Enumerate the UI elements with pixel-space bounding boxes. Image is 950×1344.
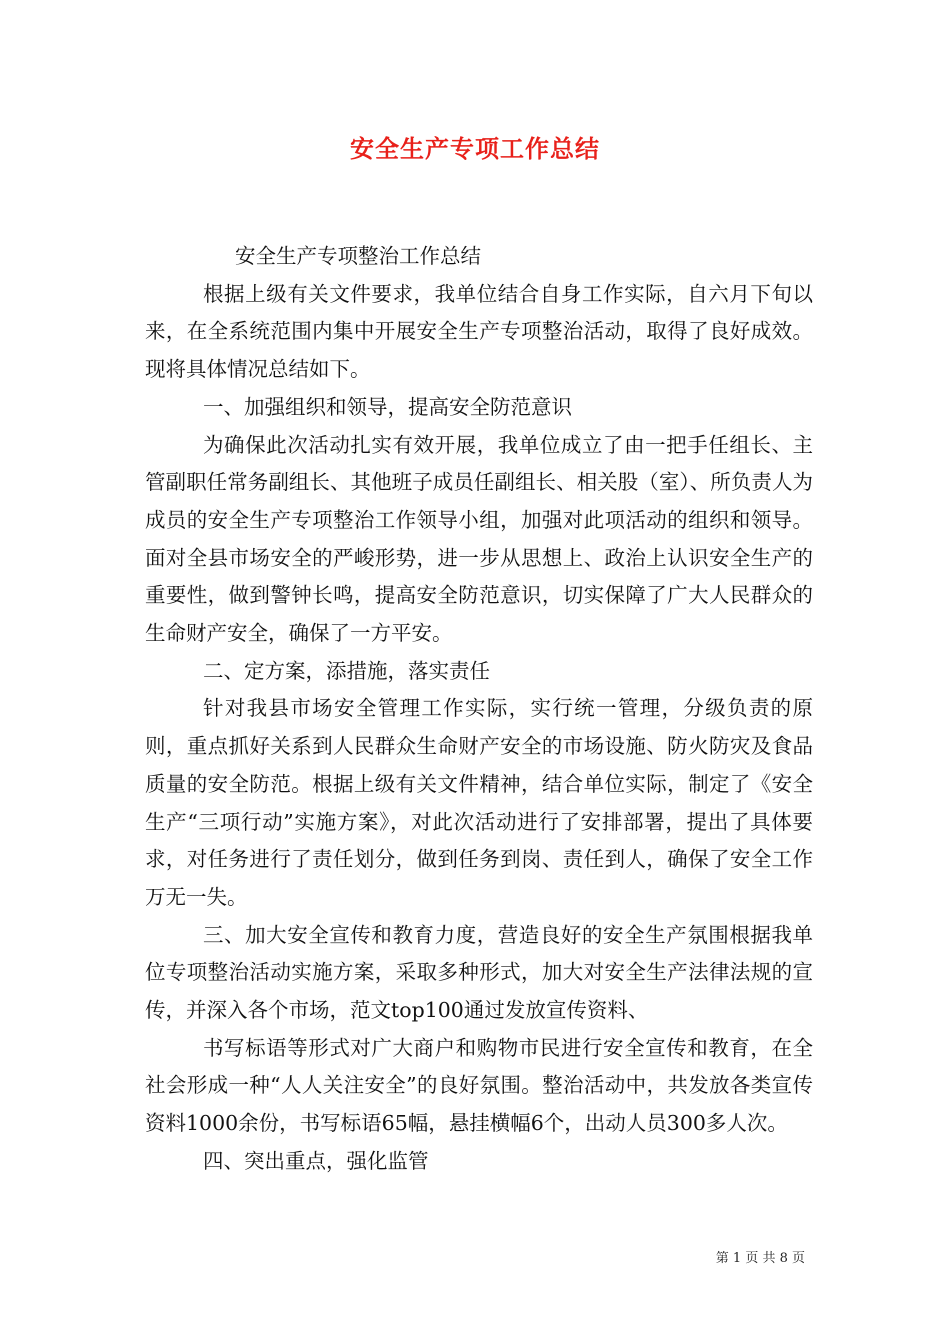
section-heading: 四、突出重点，强化监管	[203, 1148, 429, 1173]
section-heading: 一、加强组织和领导，提高安全防范意识	[203, 394, 572, 419]
paragraph: 针对我县市场安全管理工作实际，实行统一管理，分级负责的原则，重点抓好关系到人民群众生命财产安全的市场设施、防火防灾及食品质量的安全防范。根据上级有关文件精神，结合单位实际，制定了《安全生产“三项行动”实施方案》，对此次活动进行了安排部署，提出了具体要求，对任务进行了责任划分，做到任务到岗、责任到人，确保了安全工作万无一失。	[145, 696, 813, 909]
paragraph: 三、加大安全宣传和教育力度，营造良好的安全生产氛围根据我单位专项整治活动实施方案，采取多种形式，加大对安全生产法律法规的宣传，并深入各个市场，范文top100通过发放宣传资料、	[145, 922, 813, 1023]
paragraph: 为确保此次活动扎实有效开展，我单位成立了由一把手任组长、主管副职任常务副组长、其他班子成员任副组长、相关股（室）、所负责人为成员的安全生产专项整治工作领导小组，加强对此项活动的组织和领导。面对全县市场安全的严峻形势，进一步从思想上、政治上认识安全生产的重要性，做到警钟长鸣，提高安全防范意识，切实保障了广大人民群众的生命财产安全，确保了一方平安。	[145, 432, 813, 646]
paragraph: 根据上级有关文件要求，我单位结合自身工作实际，自六月下旬以来，在全系统范围内集中开展安全生产专项整治活动，取得了良好成效。现将具体情况总结如下。	[145, 281, 813, 382]
paragraph: 书写标语等形式对广大商户和购物市民进行安全宣传和教育，在全社会形成一种“人人关注安全”的良好氛围。整治活动中，共发放各类宣传资料1000余份，书写标语65幅，悬挂横幅6个，出动人员300多人次。	[145, 1035, 813, 1136]
document-title: 安全生产专项工作总结	[350, 134, 600, 163]
section-heading: 二、定方案，添措施，落实责任	[203, 658, 490, 683]
page-number: 第 1 页 共 8 页	[715, 1251, 805, 1266]
document-body	[145, 238, 813, 1181]
paragraph: 安全生产专项整治工作总结	[235, 244, 481, 268]
